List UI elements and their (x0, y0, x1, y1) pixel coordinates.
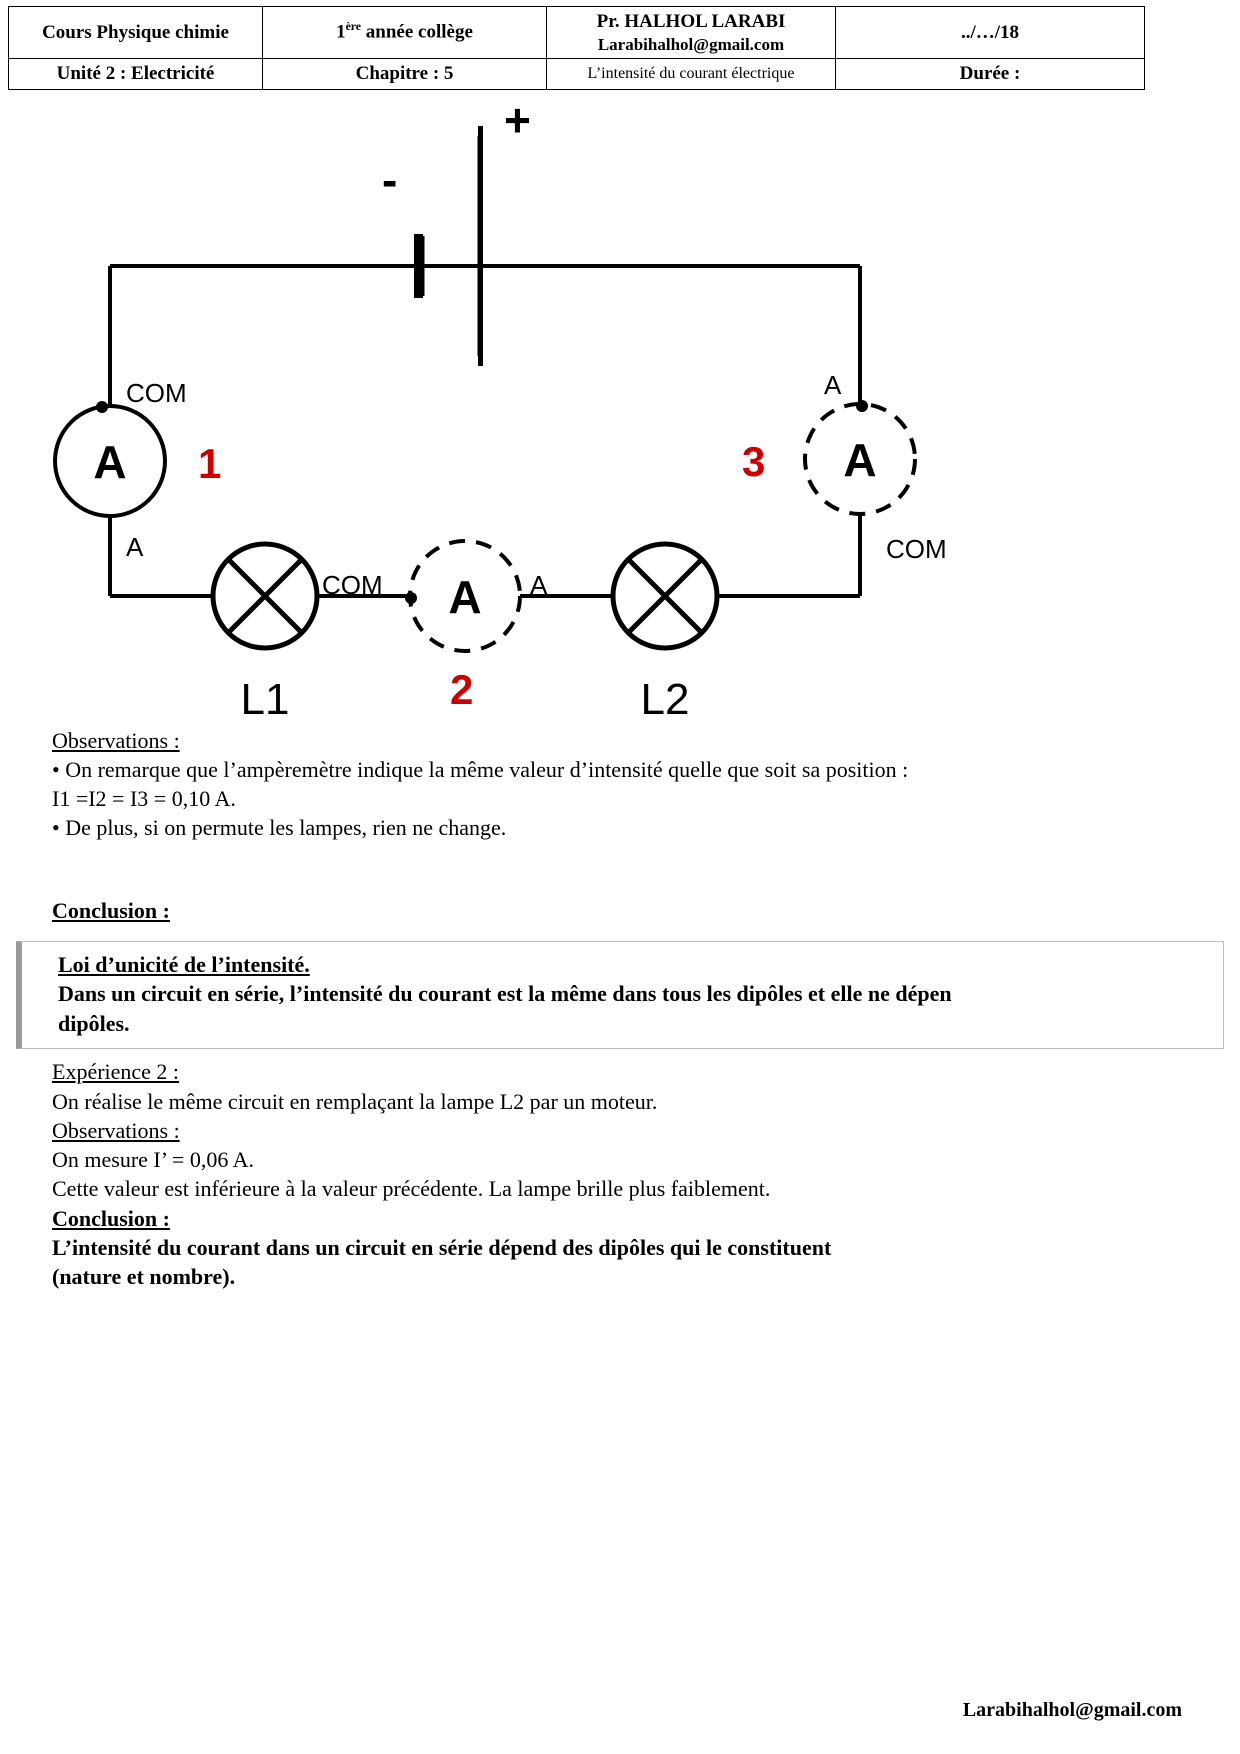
lamp-l2-symbol (613, 544, 717, 648)
ammeter-1-com-terminal (96, 401, 108, 413)
conclusion-2-line-2: (nature et nombre). (52, 1264, 236, 1290)
header-teacher-label: Pr. HALHOL LARABI (596, 11, 786, 32)
law-title: Loi d’unicité de l’intensité. (58, 951, 310, 977)
ammeter-2-letter: A (448, 570, 482, 623)
header-title-cell (547, 59, 836, 90)
ammeter-3-a-label: A (824, 369, 842, 400)
lamp-l1-label: L1 (240, 674, 290, 724)
header-table (8, 6, 1145, 90)
lamp-l1-symbol (213, 544, 317, 648)
header-date-label: ../…/18 (960, 21, 1020, 43)
header-row-1 (9, 7, 1145, 59)
header-duration-label: Durée : (959, 63, 1021, 84)
header-unit-cell (9, 59, 263, 90)
header-duration-cell (836, 59, 1145, 90)
battery-symbol (420, 136, 480, 356)
header-course-label: Cours Physique chimie (42, 21, 229, 43)
spacer-1 (0, 842, 1240, 896)
ammeter-3-com-label: COM (886, 533, 947, 564)
conclusion-block (52, 896, 1222, 925)
ammeter-3-number: 3 (742, 437, 766, 485)
conclusion-title: Conclusion : (52, 897, 170, 923)
battery-plus-label: + (504, 105, 531, 146)
experience-2-line-1: On réalise le même circuit en remplaçant la lampe L2 par un moteur. (52, 1088, 658, 1114)
ammeter-1-letter: A (93, 435, 127, 488)
ammeter-2-number: 2 (450, 665, 474, 713)
ammeter-3-letter: A (843, 433, 877, 486)
ammeter-3-a-terminal (856, 400, 868, 412)
ammeter-1-com-label: COM (126, 377, 187, 408)
conclusion-2-title: Conclusion : (52, 1205, 170, 1231)
observations-line-3: • De plus, si on permute les lampes, rien ne change. (52, 814, 507, 840)
ammeter-1-a-label: A (126, 531, 144, 562)
header-chapter-label: Chapitre : 5 (355, 63, 454, 84)
header-chapter-cell (263, 59, 547, 90)
ammeter-1-number: 1 (198, 439, 222, 487)
observations-2-title: Observations : (52, 1117, 180, 1143)
experience-2-block (52, 1057, 1232, 1291)
header-course-cell (9, 7, 263, 59)
observations-block (52, 726, 1222, 842)
header-teacher-cell (547, 7, 836, 59)
header-unit-label: Unité 2 : Electricité (56, 63, 215, 84)
header-date-cell (836, 7, 1145, 59)
circuit-diagram (30, 106, 1030, 726)
law-callout-box (16, 941, 1224, 1049)
observations-2-line-2: Cette valeur est inférieure à la valeur précédente. La lampe brille plus faiblement. (52, 1176, 771, 1202)
observations-title: Observations : (52, 727, 180, 753)
header-row-2 (9, 59, 1145, 90)
experience-2-title: Expérience 2 : (52, 1059, 180, 1085)
circuit-svg (30, 106, 1030, 726)
ammeter-2-com-label: COM (322, 569, 383, 600)
battery-minus-label: - (382, 153, 398, 206)
observations-line-1: • On remarque que l’ampèremètre indique la même valeur d’intensité quelle que soit sa position : (52, 756, 909, 782)
header-level-sup: ère (345, 20, 362, 34)
law-line-1: Dans un circuit en série, l’intensité du courant est la même dans tous les dipôles et elle ne dépen (58, 981, 952, 1007)
header-level-prefix: 1 (336, 21, 346, 43)
observations-line-2: I1 =I2 = I3 = 0,10 A. (52, 785, 236, 811)
header-level-cell (263, 7, 547, 59)
header-teacher-email: Larabihalhol@gmail.com (597, 34, 785, 54)
ammeter-2-com-terminal (405, 592, 417, 604)
observations-2-line-1: On mesure I’ = 0,06 A. (52, 1147, 255, 1173)
header-level-suffix: année collège (361, 21, 473, 43)
ammeter-2-a-label: A (530, 569, 548, 600)
law-line-2: dipôles. (58, 1010, 130, 1036)
conclusion-2-line-1: L’intensité du courant dans un circuit en série dépend des dipôles qui le constituent (52, 1234, 832, 1260)
lamp-l2-label: L2 (640, 674, 690, 724)
header-title-label: L’intensité du courant électrique (587, 64, 795, 82)
footer-email: Larabihalhol@gmail.com (962, 1699, 1182, 1721)
